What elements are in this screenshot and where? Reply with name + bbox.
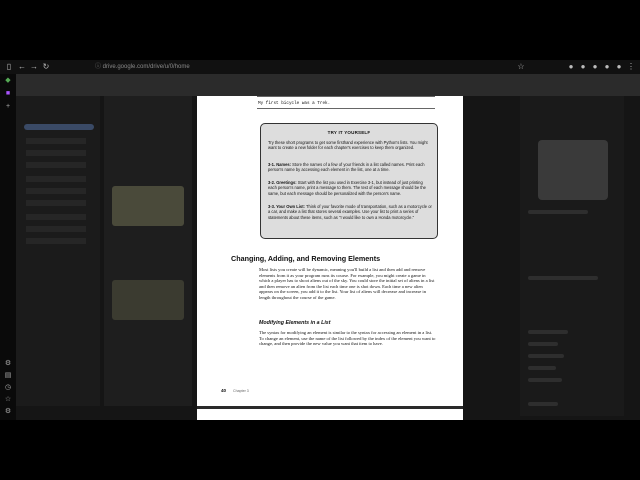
reload-icon[interactable]: ↻ <box>42 62 50 71</box>
detail-line <box>528 402 558 406</box>
sidebar-item <box>26 188 86 194</box>
code-rule-bottom <box>257 108 435 109</box>
try-it-title: TRY IT YOURSELF <box>327 130 371 135</box>
history-icon[interactable]: ◷ <box>4 384 12 391</box>
extension-icon[interactable]: ● <box>592 62 598 71</box>
section-heading: Changing, Adding, and Removing Elements <box>231 254 381 263</box>
profile-icon[interactable]: ● <box>616 62 622 71</box>
subsection-body: The syntax for modifying an element is similar to the syntax for accessing an element in a list. To change an element, use the name of the list followed by the index of the element you want to change, and then provide the new value you want that item to have. <box>259 330 436 346</box>
exercise-3-3: 3-3. Your Own List: Think of your favorite mode of transportation, such as a motorcycle or a car, and make a list that stores several examples. Use your list to print a series of statements about these items, such as "I would like to own a Honda motorcycle." <box>268 204 432 220</box>
tab-bar <box>0 0 640 60</box>
star-icon[interactable]: ☆ <box>517 62 525 71</box>
url-text: drive.google.com/drive/u/0/home <box>102 64 190 70</box>
code-line: My first bicycle was a Trek. <box>258 101 331 106</box>
page-chapter: Chapter 3 <box>233 389 249 393</box>
detail-line <box>528 354 564 358</box>
drive-main-area <box>104 96 192 406</box>
left-rail <box>0 74 16 420</box>
sidebar-item <box>26 238 86 244</box>
forward-icon[interactable]: → <box>30 62 38 71</box>
settings-icon[interactable]: ⚙ <box>4 360 12 367</box>
gear-icon[interactable]: ⚙ <box>4 408 12 415</box>
detail-line <box>528 210 588 214</box>
try-it-box <box>260 123 438 239</box>
next-document-page[interactable] <box>197 409 463 420</box>
extension-icon[interactable]: ● <box>568 62 574 71</box>
drive-app-icon[interactable]: ◆ <box>5 77 11 84</box>
extension-icon[interactable]: ● <box>580 62 586 71</box>
drive-header <box>16 74 640 96</box>
site-info-icon[interactable]: ⓘ <box>95 64 102 70</box>
sidebar-item <box>26 138 86 144</box>
detail-line <box>528 378 562 382</box>
sidebar-item <box>24 124 94 130</box>
back-icon[interactable]: ← <box>18 62 26 71</box>
file-thumbnail <box>112 280 184 320</box>
sidebar-toggle-icon[interactable]: ▯ <box>6 62 12 71</box>
sidebar-item <box>26 226 86 232</box>
app-icon[interactable]: ■ <box>5 90 11 97</box>
sidebar-item <box>26 176 86 182</box>
subsection-heading: Modifying Elements in a List <box>259 320 331 326</box>
sidebar-item <box>26 150 86 156</box>
file-thumbnail <box>112 186 184 226</box>
document-page[interactable] <box>197 96 463 408</box>
try-it-intro: Try these short programs to get some firsthand experience with Python's lists. You might want to create a new folder for each chapter's exercises to keep them organized. <box>268 140 428 151</box>
detail-line <box>528 330 568 334</box>
section-body: Most lists you create will be dynamic, meaning you'll build a list and then add and remove elements from it as your program runs its course. For example, you might create a game in which a player has to shoot aliens out of the sky. You could store the initial set of aliens in a list and then remove an alien from the list each time one is shot down. Each time a new alien appears on the screen, you add it to the list. Your list of aliens will decrease and increase in length throughout the course of the game. <box>259 267 435 300</box>
page-number: 40 <box>221 388 227 393</box>
add-icon[interactable]: + <box>5 103 11 110</box>
code-rule-top <box>257 96 435 97</box>
sidebar-item <box>26 214 86 220</box>
menu-icon[interactable]: ⋮ <box>627 62 635 71</box>
bookmark-icon[interactable]: ☆ <box>4 396 12 403</box>
exercise-3-2: 3-2. Greetings: Start with the list you used in Exercise 3-1, but instead of just printing each person's name, print a message to them. The text of each message should be the same, but each message should be personalized with the person's name. <box>268 180 426 196</box>
exercise-3-1: 3-1. Names: Store the names of a few of your friends in a list called names. Print each person's name by accessing each element in the list, one at a time. <box>268 162 425 173</box>
address-bar[interactable] <box>95 62 515 72</box>
preview-thumbnail <box>538 140 608 200</box>
sidebar-item <box>26 162 86 168</box>
detail-line <box>528 276 598 280</box>
detail-line <box>528 342 558 346</box>
extension-icon[interactable]: ● <box>604 62 610 71</box>
detail-line <box>528 366 556 370</box>
sidebar-item <box>26 200 86 206</box>
inbox-icon[interactable]: ▤ <box>4 372 12 379</box>
